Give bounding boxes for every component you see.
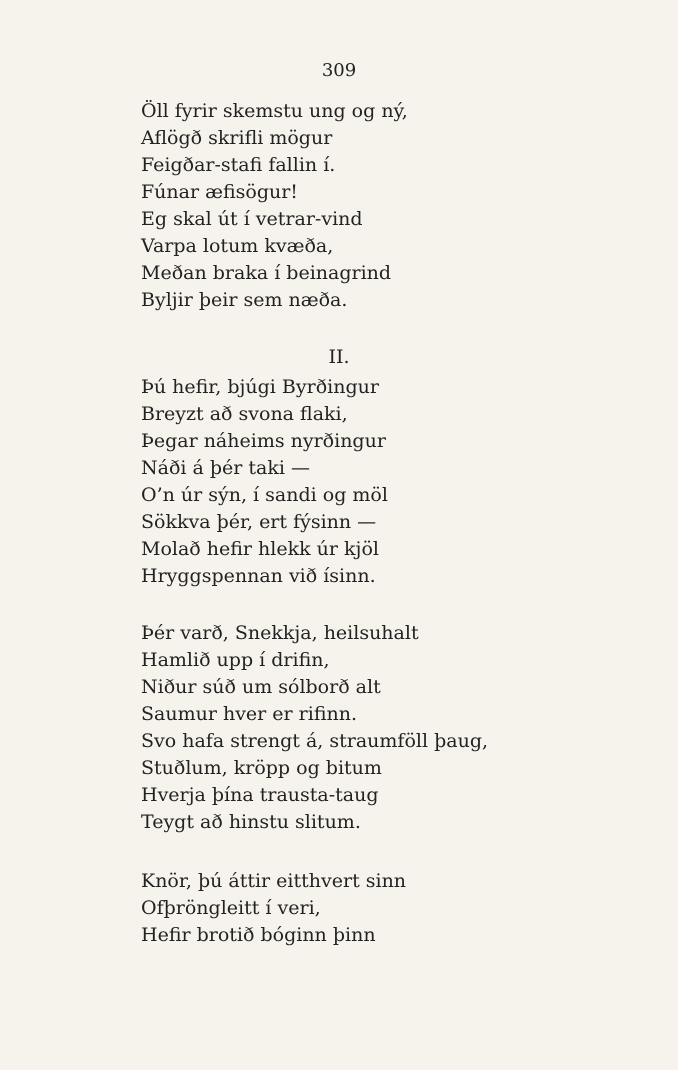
poem-line: Hefir brotið bóginn þinn [141,924,376,946]
poem-line: Hverja þína trausta-taug [141,784,379,806]
poem-line: Aflögð skrifli mögur [141,127,333,149]
poem-line: Öll fyrir skemstu ung og ný, [141,100,408,122]
poem-line: Byljir þeir sem næða. [141,289,348,311]
poem-line: Þú hefir, bjúgi Byrðingur [141,376,379,398]
poem-line: Varpa lotum kvæða, [141,235,334,257]
poem-line: Fúnar æfisögur! [141,181,298,203]
poem-line: Molað hefir hlekk úr kjöl [141,538,379,560]
poem-block-2 [141,374,661,590]
poem-line: Svo hafa strengt á, straumföll þaug, [141,730,489,752]
poem-line: Þegar náheims nyrðingur [141,430,386,452]
poem-line: Breyzt að svona flaki, [141,403,348,425]
poem-block-3 [141,620,661,836]
poem-line: Hryggspennan við ísinn. [141,565,376,587]
poem-line: Náði á þér taki — [141,457,310,479]
poem-line: Ofþröngleitt í veri, [141,897,321,919]
poem-line: Knör, þú áttir eitthvert sinn [141,870,407,892]
poem-line: Saumur hver er rifinn. [141,703,358,725]
poem-block-1 [141,98,661,314]
poem-line: Stuðlum, kröpp og bitum [141,757,382,779]
poem-line: Feigðar-stafi fallin í. [141,154,336,176]
poem-line: Teygt að hinstu slitum. [141,811,361,833]
poem-block-4 [141,868,661,949]
poem-line: Sökkva þér, ert fýsinn — [141,511,377,533]
poem-line: Hamlið upp í drifin, [141,649,330,671]
poem-line: Þér varð, Snekkja, heilsuhalt [141,622,419,644]
page-number: 309 [321,60,357,81]
poem-line: Eg skal út í vetrar-vind [141,208,363,230]
poem-line: O’n úr sýn, í sandi og möl [141,484,388,506]
section-marker: II. [328,346,350,368]
poem-line: Niður súð um sólborð alt [141,676,381,698]
poem-line: Meðan braka í beinagrind [141,262,392,284]
